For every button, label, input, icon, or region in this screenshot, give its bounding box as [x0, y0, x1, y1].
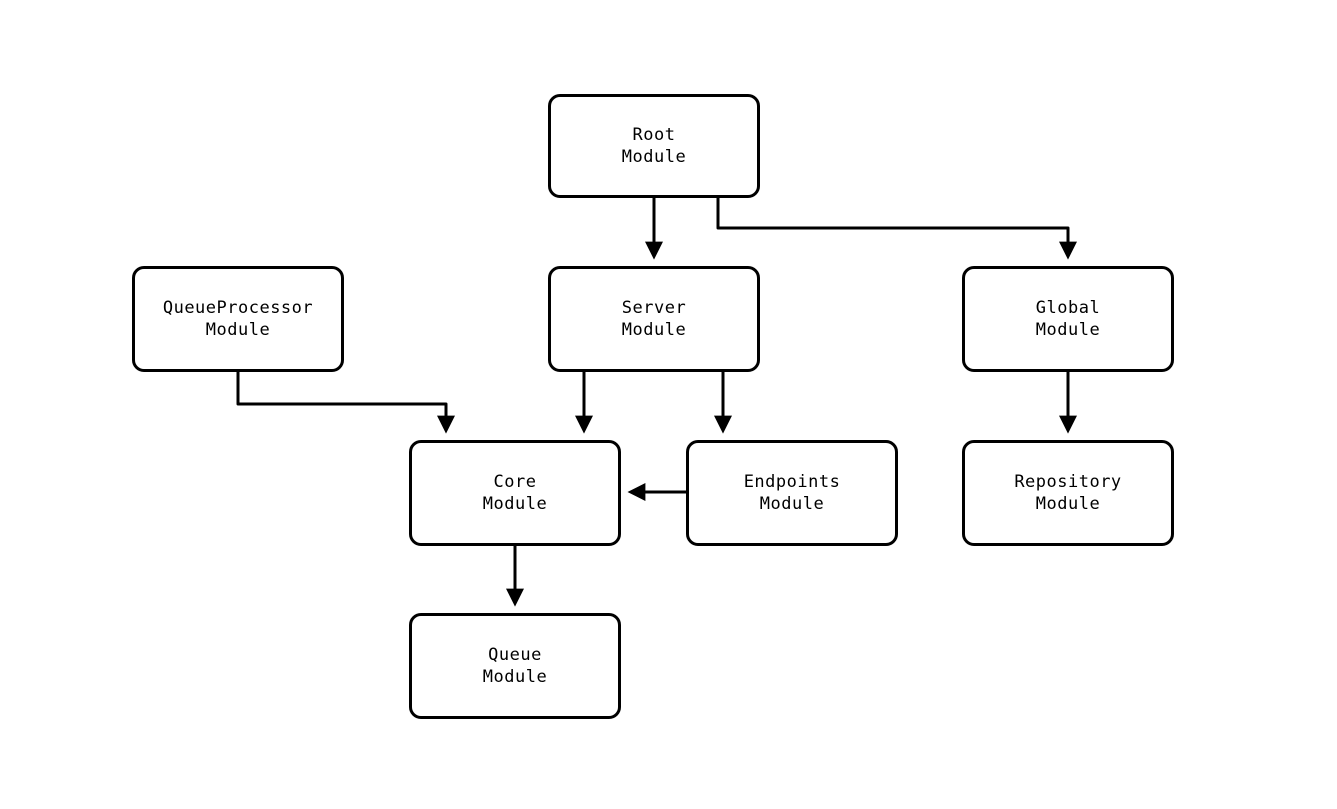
node-core-module[interactable] [409, 440, 621, 546]
node-label-line1: Root [632, 125, 676, 145]
node-label-line1: Queue [488, 645, 542, 665]
node-root-module[interactable] [548, 94, 760, 198]
edge-queueprocessor-to-core [238, 372, 446, 430]
node-label-line2: Module [482, 667, 548, 687]
node-label-line2: Module [621, 147, 687, 167]
edge-root-to-global [718, 198, 1068, 256]
node-label-line1: Repository [1014, 472, 1122, 492]
node-label-line2: Module [205, 320, 271, 340]
node-repository-module[interactable] [962, 440, 1174, 546]
node-queue-module[interactable] [409, 613, 621, 719]
node-global-module[interactable] [962, 266, 1174, 372]
node-label-line1: QueueProcessor [162, 298, 314, 318]
node-label-line1: Global [1035, 298, 1101, 318]
node-label-line2: Module [1035, 320, 1101, 340]
node-label-line2: Module [759, 494, 825, 514]
node-label-line2: Module [482, 494, 548, 514]
node-server-module[interactable] [548, 266, 760, 372]
node-label-line2: Module [621, 320, 687, 340]
node-label-line2: Module [1035, 494, 1101, 514]
node-queueprocessor-module[interactable] [132, 266, 344, 372]
node-label-line1: Endpoints [743, 472, 841, 492]
node-label-line1: Server [621, 298, 687, 318]
node-endpoints-module[interactable] [686, 440, 898, 546]
node-label-line1: Core [493, 472, 537, 492]
